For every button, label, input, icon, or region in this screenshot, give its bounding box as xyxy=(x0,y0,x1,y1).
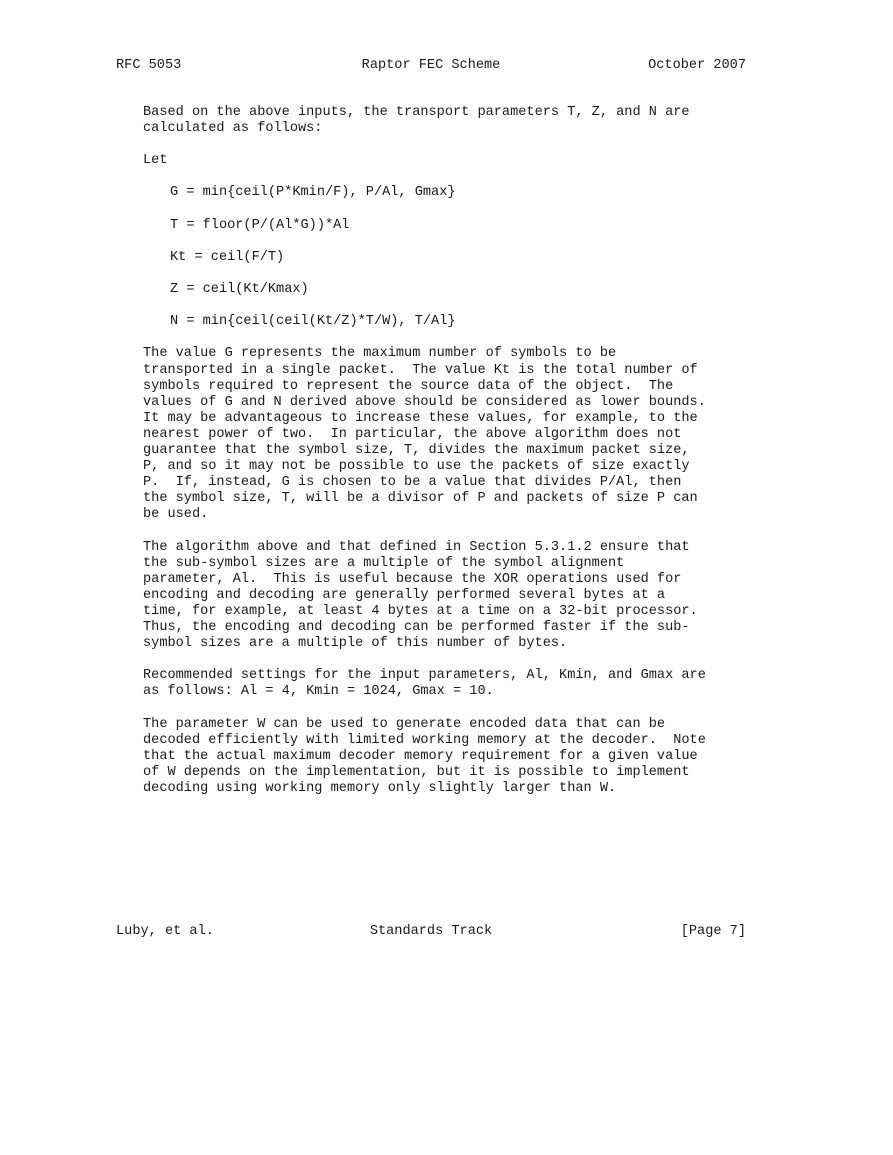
header-document-title: Raptor FEC Scheme xyxy=(361,58,501,73)
header-date: October 2007 xyxy=(648,58,746,73)
equation-g: G = min{ceil(P*Kmin/F), P/Al, Gmax} xyxy=(170,185,456,201)
paragraph-recommended-settings: Recommended settings for the input parameters, Al, Kmin, and Gmax are as follows: Al = 4, Kmin = 1024, Gmax = 10. xyxy=(143,668,706,700)
footer-authors: Luby, et al. xyxy=(116,924,214,939)
let-line: Let xyxy=(143,153,168,169)
paragraph-algorithm: The algorithm above and that defined in Section 5.3.1.2 ensure that the sub-symbol sizes are a multiple of the symbol alignment parameter, Al. This is useful because the XOR operations used for encoding and decoding are generally performed several bytes at a time, for example, at least 4 bytes at a time on a 32-bit processor. Thus, the encoding and decoding can be performed faster if the sub- symbol sizes are a multiple of this number of bytes. xyxy=(143,539,698,652)
paragraph-parameter-w: The parameter W can be used to generate encoded data that can be decoded efficiently with limited working memory at the decoder. Note that the actual maximum decoder memory requirement for a given value of W depends on the implementation, but it is possible to implement decoding using working memory only slightly larger than W. xyxy=(143,716,706,796)
header-rfc-number: RFC 5053 xyxy=(116,58,182,73)
page-header xyxy=(116,57,746,75)
equation-n: N = min{ceil(ceil(Kt/Z)*T/W), T/Al} xyxy=(170,314,456,330)
intro-paragraph: Based on the above inputs, the transport parameters T, Z, and N are calculated as follows: xyxy=(143,105,690,137)
equation-t: T = floor(P/(Al*G))*Al xyxy=(170,217,350,233)
page-footer xyxy=(116,923,746,941)
footer-page-number: [Page 7] xyxy=(680,924,746,939)
equation-z: Z = ceil(Kt/Kmax) xyxy=(170,282,309,298)
paragraph-g-value: The value G represents the maximum number of symbols to be transported in a single packet. The value Kt is the total number of symbols required to represent the source data of the object. The values of G and N derived above should be considered as lower bounds. It may be advantageous to increase these values, for example, to the nearest power of two. In particular, the above algorithm does not guarantee that the symbol size, T, divides the maximum packet size, P, and so it may not be possible to use the packets of size exactly P. If, instead, G is chosen to be a value that divides P/Al, then the symbol size, T, will be a divisor of P and packets of size P can be used. xyxy=(143,346,706,523)
footer-category: Standards Track xyxy=(369,924,493,939)
equation-kt: Kt = ceil(F/T) xyxy=(170,249,285,265)
document-body xyxy=(143,105,763,813)
